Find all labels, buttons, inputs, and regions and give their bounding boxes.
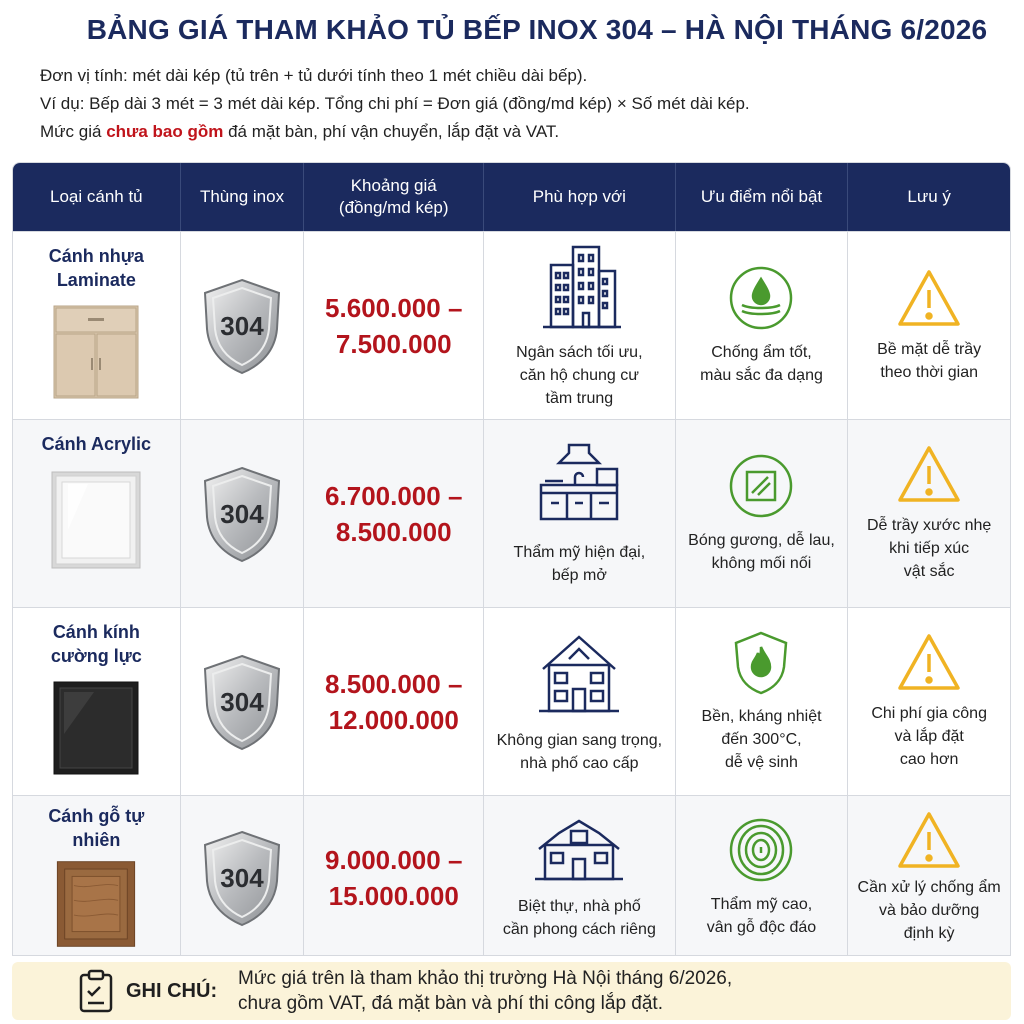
warning-icon — [896, 444, 962, 504]
intro-exclusion-suffix: đá mặt bàn, phí vận chuyển, lắp đặt và VAT. — [223, 122, 560, 141]
header-advantages: Ưu điểm nổi bật — [676, 163, 849, 231]
intro-exclusion-prefix: Mức giá — [40, 122, 107, 141]
footer-note — [12, 962, 1011, 1020]
door-type-name: Cánh kính cường lực — [50, 622, 142, 666]
inox-badge-cell — [181, 796, 305, 956]
intro-unit-line: Đơn vị tính: mét dài kép (tủ trên + tủ dưới tính theo 1 mét chiều dài bếp). — [40, 66, 588, 85]
townhouse-icon — [529, 629, 629, 719]
header-inox-body: Thùng inox — [181, 163, 305, 231]
note-text: Cần xử lý chống ẩm và bảo dưỡng định kỳ — [857, 879, 1001, 942]
shield-304-icon — [201, 653, 283, 751]
note-cell — [848, 232, 1010, 419]
inox-badge-cell — [181, 420, 305, 607]
note-cell — [848, 420, 1010, 607]
inox-badge-cell — [181, 608, 305, 795]
advantage-text: Chống ẩm tốt, màu sắc đa dạng — [700, 343, 823, 384]
note-text: Bề mặt dễ trầy theo thời gian — [877, 340, 982, 381]
header-price-range: Khoảng giá (đồng/md kép) — [304, 163, 484, 231]
glass-cabinet-icon — [48, 678, 144, 778]
badge-text: 304 — [220, 498, 264, 529]
suitable-cell — [484, 232, 676, 419]
suitable-cell — [484, 420, 676, 607]
price-high: 12.000.000 — [328, 704, 459, 735]
price-cell — [304, 608, 484, 795]
intro-section — [40, 62, 1000, 146]
door-type-cell — [13, 232, 181, 419]
note-cell — [848, 796, 1010, 956]
table-row — [13, 231, 1010, 419]
shield-304-icon — [201, 277, 283, 375]
header-notes: Lưu ý — [907, 187, 951, 206]
advantage-text: Bền, kháng nhiệt đến 300°C, dễ vệ sinh — [701, 708, 822, 771]
suitable-text: Thẩm mỹ hiện đại, bếp mở — [513, 543, 646, 584]
moisture-resistant-icon — [728, 265, 794, 331]
badge-text: 304 — [220, 310, 264, 341]
shield-304-icon — [201, 829, 283, 927]
price-high: 8.500.000 — [335, 516, 452, 547]
door-type-cell — [13, 796, 181, 956]
badge-text: 304 — [220, 862, 264, 893]
warning-icon — [896, 810, 962, 870]
advantage-cell — [676, 796, 849, 956]
suitable-cell — [484, 796, 676, 956]
door-type-cell — [13, 608, 181, 795]
intro-exclusion-highlight: chưa bao gồm — [106, 122, 224, 141]
suitable-text: Biệt thự, nhà phố cần phong cách riêng — [502, 897, 656, 938]
table-row — [13, 795, 1010, 956]
intro-example-line: Ví dụ: Bếp dài 3 mét = 3 mét dài kép. Tổng chi phí = Đơn giá (đồng/md kép) × Số mét dài kép. — [40, 94, 750, 113]
acrylic-cabinet-icon — [48, 470, 144, 570]
table-row — [13, 419, 1010, 607]
header-suitable-for: Phù hợp với — [484, 163, 676, 231]
suitable-text: Không gian sang trọng, nhà phố cao cấp — [496, 731, 663, 772]
door-type-name: Cánh Acrylic — [41, 434, 152, 454]
advantage-cell — [676, 420, 849, 607]
price-low: 6.700.000 – — [325, 480, 463, 511]
warning-icon — [896, 632, 962, 692]
note-body: Mức giá trên là tham khảo thị trường Hà Nội tháng 6/2026, chưa gồm VAT, đá mặt bàn và phí thi công lắp đặt. — [238, 968, 733, 1014]
apartment-building-icon — [529, 241, 629, 331]
wood-grain-icon — [728, 817, 794, 883]
advantage-cell — [676, 608, 849, 795]
price-high: 15.000.000 — [328, 880, 459, 911]
advantage-cell — [676, 232, 849, 419]
modern-kitchen-icon — [529, 441, 629, 531]
shield-304-icon — [201, 465, 283, 563]
price-high: 7.500.000 — [335, 328, 452, 359]
price-low: 5.600.000 – — [325, 292, 463, 323]
header-door-type: Loại cánh tủ — [13, 163, 181, 231]
note-text: Chi phí gia công và lắp đặt cao hơn — [871, 705, 987, 768]
advantage-text: Bóng gương, dễ lau, không mối nối — [688, 531, 835, 572]
note-text: Dễ trầy xước nhẹ khi tiếp xúc vật sắc — [866, 517, 992, 580]
advantage-text: Thẩm mỹ cao, vân gỗ độc đáo — [706, 895, 817, 936]
price-cell — [304, 420, 484, 607]
price-low: 8.500.000 – — [325, 668, 463, 699]
door-type-name: Cánh gỗ tự nhiên — [48, 806, 145, 850]
clipboard-check-icon — [78, 969, 114, 1013]
suitable-text: Ngân sách tối ưu, căn hộ chung cư tầm trung — [516, 344, 643, 407]
table-row — [13, 607, 1010, 795]
price-low: 9.000.000 – — [325, 844, 463, 875]
table-header — [13, 163, 1010, 231]
note-label: GHI CHÚ: — [126, 979, 218, 1002]
laminate-cabinet-icon — [48, 302, 144, 402]
glossy-surface-icon — [728, 453, 794, 519]
intro-exclusion-line — [40, 118, 1000, 146]
suitable-cell — [484, 608, 676, 795]
note-cell — [848, 608, 1010, 795]
price-cell — [304, 796, 484, 956]
villa-icon — [529, 815, 629, 885]
wood-cabinet-icon — [48, 858, 144, 950]
page-title: BẢNG GIÁ THAM KHẢO TỦ BẾP INOX 304 – HÀ NỘI THÁNG 6/2026 — [86, 14, 988, 45]
price-table — [12, 162, 1011, 956]
warning-icon — [896, 268, 962, 328]
inox-badge-cell — [181, 232, 305, 419]
heat-resistant-icon — [728, 629, 794, 695]
door-type-cell — [13, 420, 181, 607]
badge-text: 304 — [220, 686, 264, 717]
door-type-name: Cánh nhựa Laminate — [48, 246, 144, 290]
price-cell — [304, 232, 484, 419]
